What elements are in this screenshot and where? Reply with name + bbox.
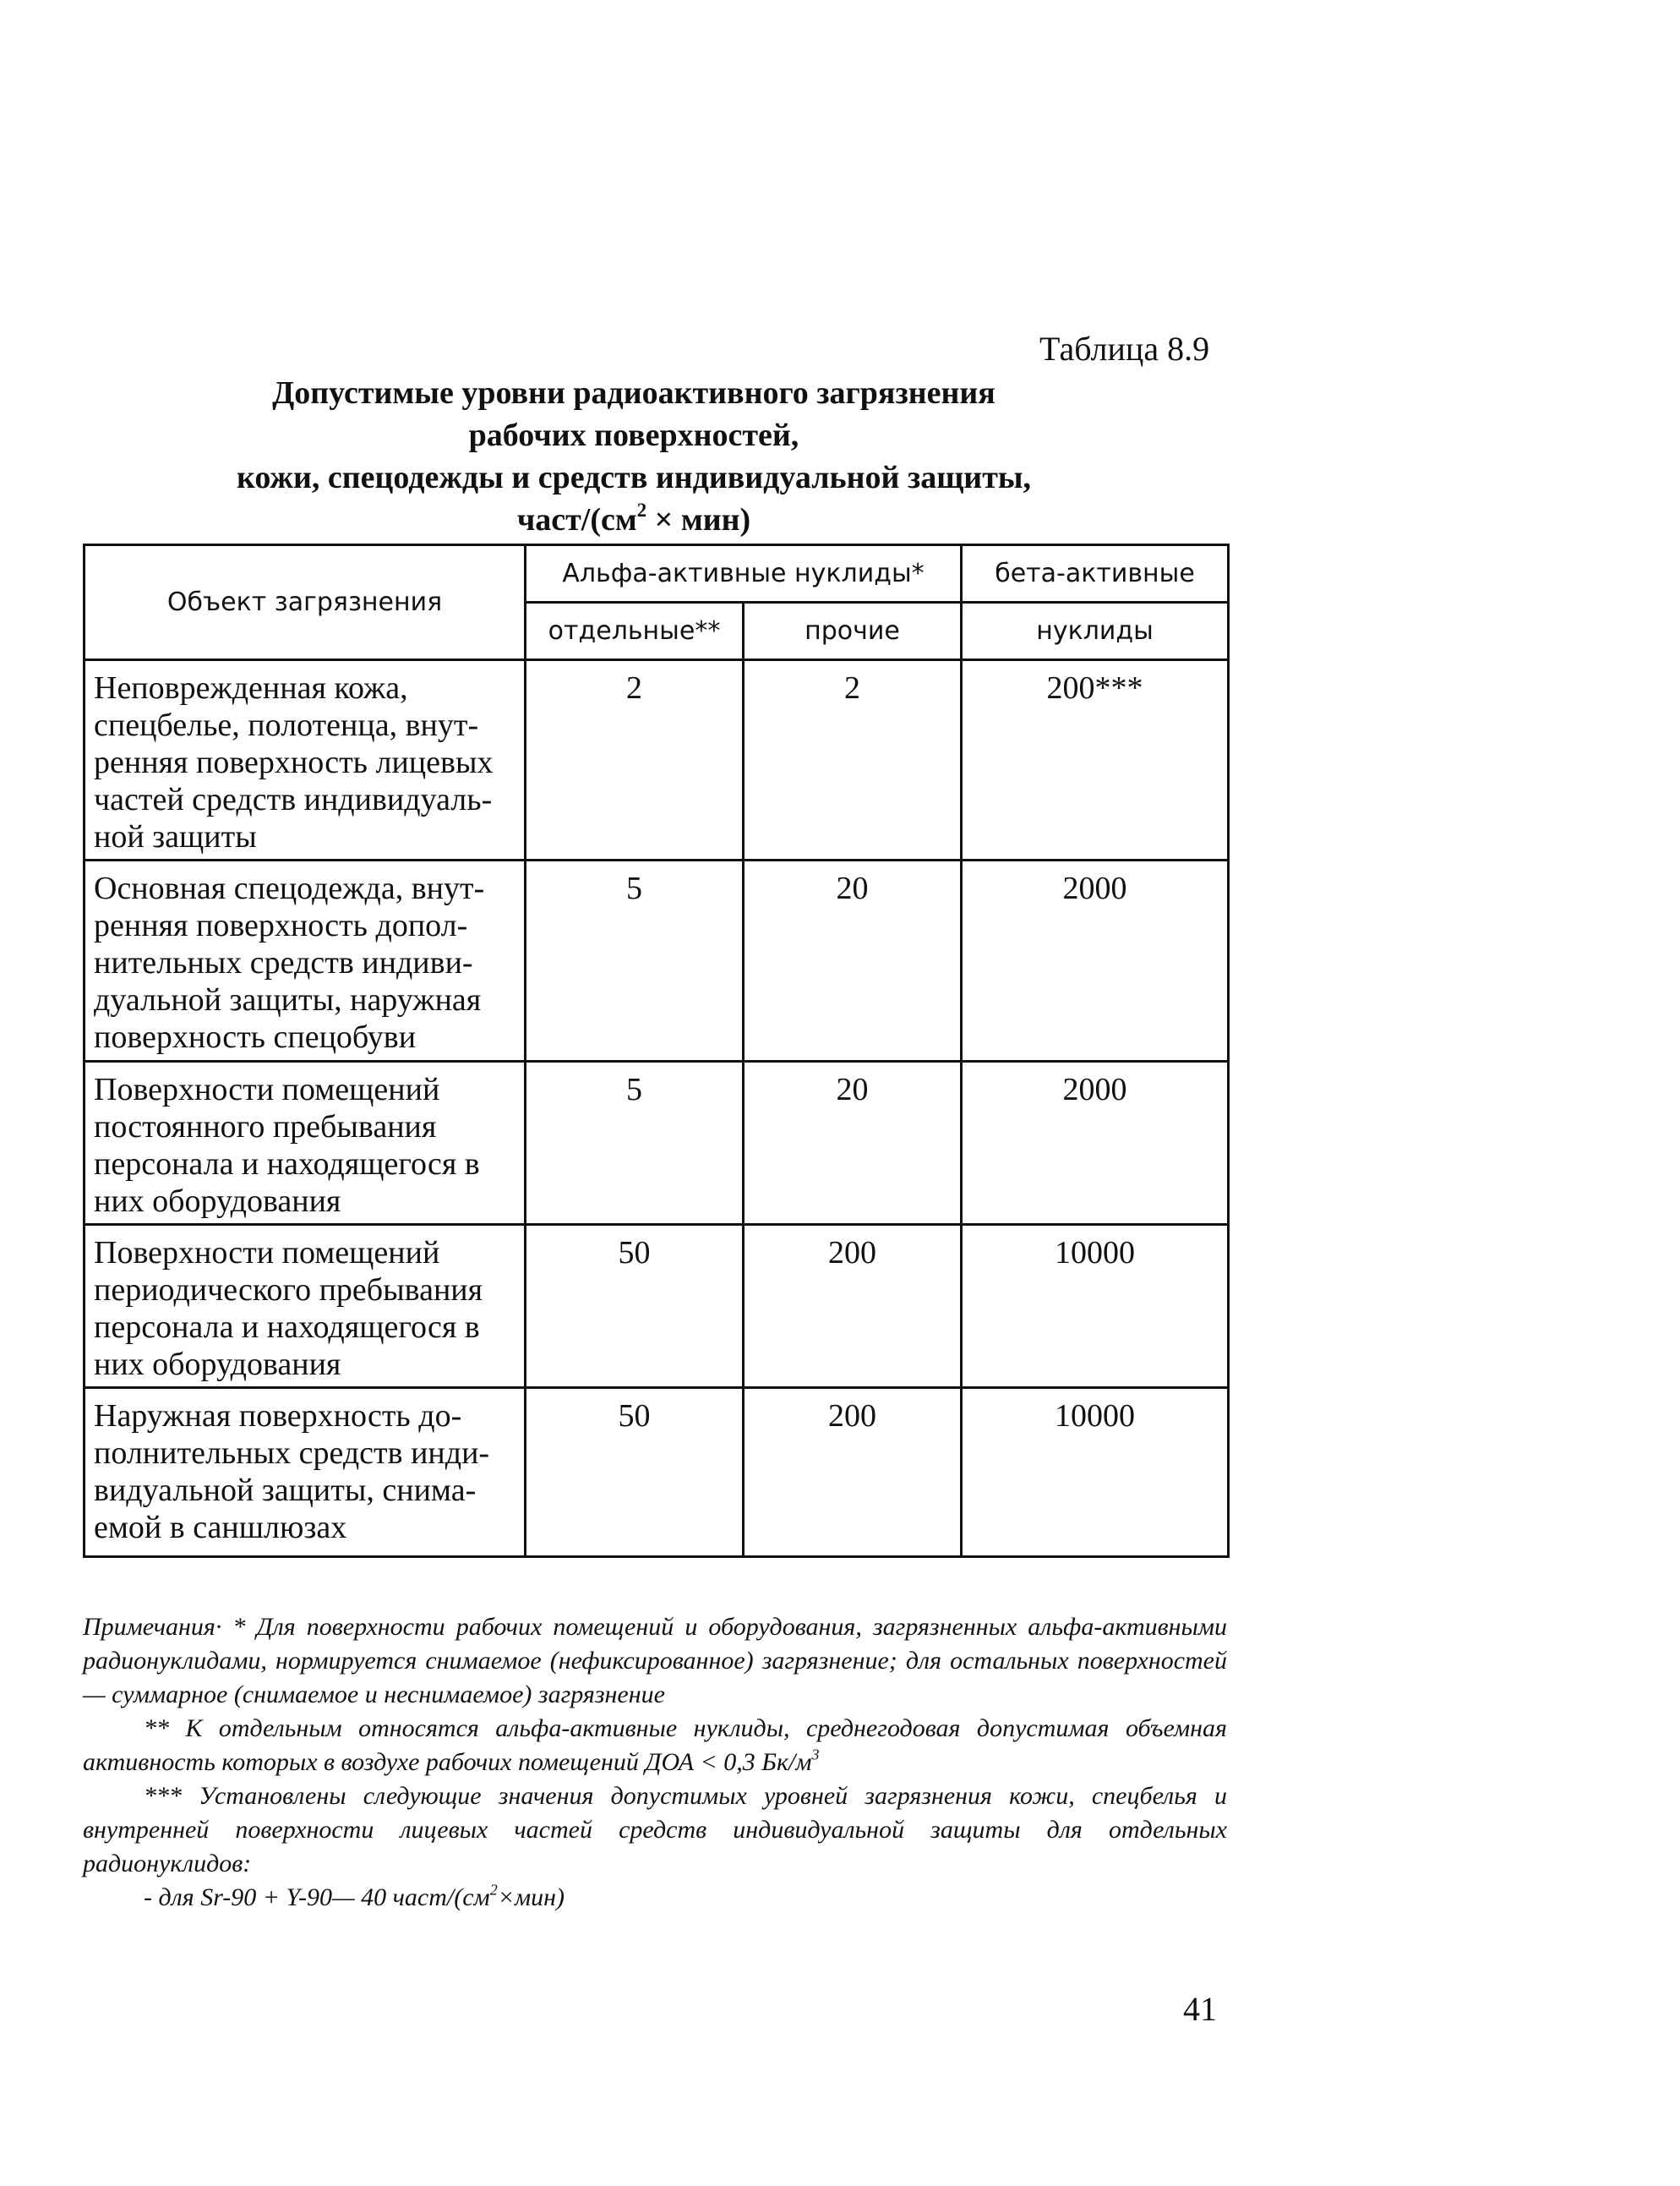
cell-alpha-separate: 50 [526, 1225, 744, 1388]
note-2-exponent: 3 [811, 1746, 820, 1763]
table-row [85, 1225, 1229, 1388]
header-other: прочие [744, 603, 962, 660]
notes [83, 1610, 1227, 1915]
object-line: Поверхности помещений [94, 1072, 440, 1107]
table-body [85, 660, 1229, 1557]
contamination-table-wrapper [83, 544, 1230, 1558]
object-line: спецбелье, полотенца, внут- [94, 708, 479, 743]
cell-object [85, 1062, 526, 1225]
table-number: Таблица 8.9 [1039, 330, 1210, 368]
cell-beta: 200*** [962, 660, 1229, 861]
title-line-2: рабочих поверхностей, [468, 418, 799, 453]
object-line: полнительных средств инди- [94, 1435, 490, 1471]
cell-beta: 2000 [962, 861, 1229, 1062]
table-row [85, 1388, 1229, 1557]
object-line: ной защиты [94, 819, 257, 855]
note-4-suffix: ×мин) [497, 1883, 565, 1911]
object-line: Неповрежденная кожа, [94, 670, 408, 706]
title-unit-exponent: 2 [636, 500, 647, 522]
cell-alpha-other: 2 [744, 660, 962, 861]
cell-alpha-separate: 5 [526, 861, 744, 1062]
note-1: Примечания· * Для поверхности рабочих помещений и оборудования, загрязненных альфа-активными радионуклидами, нормируется снимаемое (нефиксированное) загрязнение; для остальных поверхностей — суммарное (снимаемое и неснимаемое) загрязнение [83, 1613, 1227, 1708]
page-number: 41 [1183, 1990, 1217, 2028]
header-alpha: Альфа-активные нуклиды* [526, 545, 962, 603]
table-row [85, 660, 1229, 861]
header-beta-bottom: нуклиды [962, 603, 1229, 660]
note-2 [83, 1712, 1227, 1779]
object-line: поверхность спецобуви [94, 1019, 417, 1055]
cell-object [85, 1225, 526, 1388]
cell-alpha-separate: 50 [526, 1388, 744, 1557]
object-line: Основная спецодежда, внут- [94, 871, 485, 906]
title-unit-prefix: част/(см [516, 502, 637, 538]
table-row [85, 1062, 1229, 1225]
note-4-prefix: - для Sr-90 + Y-90— 40 част/(см [144, 1883, 490, 1911]
object-line: видуальной защиты, снима- [94, 1473, 477, 1508]
cell-alpha-separate: 5 [526, 1062, 744, 1225]
contamination-table [83, 544, 1230, 1558]
object-line: периодического пребывания [94, 1272, 483, 1308]
cell-beta: 2000 [962, 1062, 1229, 1225]
title-line-1: Допустимые уровни радиоактивного загрязнения [272, 375, 995, 411]
object-line: частей средств индивидуаль- [94, 782, 493, 817]
object-line: Поверхности помещений [94, 1235, 440, 1271]
note-2-text: ** К отдельным относятся альфа-активные нуклиды, среднегодовая допустимая объемная активность которых в воздухе рабочих помещений ДОА < 0,3 Бк/м [83, 1714, 1227, 1776]
note-4 [83, 1881, 1227, 1915]
title-unit-suffix: × мин) [646, 502, 751, 538]
cell-beta: 10000 [962, 1388, 1229, 1557]
object-line: них оборудования [94, 1347, 341, 1382]
table-row [85, 861, 1229, 1062]
object-line: дуальной защиты, наружная [94, 982, 482, 1018]
header-beta-top: бета-активные [962, 545, 1229, 603]
cell-beta: 10000 [962, 1225, 1229, 1388]
note-3: *** Установлены следующие значения допустимых уровней загрязнения кожи, спецбелья и внутренней поверхности лицевых частей средств индивидуальной защиты для отдельных радионуклидов: [83, 1782, 1227, 1877]
cell-object [85, 660, 526, 861]
cell-object [85, 861, 526, 1062]
object-line: емой в саншлюзах [94, 1510, 347, 1545]
title-line-4 [169, 499, 1099, 541]
object-line: ренняя поверхность лицевых [94, 745, 494, 780]
object-line: персонала и находящегося в [94, 1309, 480, 1345]
title-line-3: кожи, спецодежды и средств индивидуальной защиты, [236, 460, 1032, 495]
object-line: постоянного пребывания [94, 1109, 437, 1145]
header-separate: отдельные** [526, 603, 744, 660]
cell-alpha-other: 20 [744, 861, 962, 1062]
cell-alpha-other: 200 [744, 1388, 962, 1557]
note-4-exponent: 2 [489, 1881, 498, 1899]
cell-alpha-separate: 2 [526, 660, 744, 861]
object-line: ренняя поверхность допол- [94, 908, 468, 943]
object-line: персонала и находящегося в [94, 1146, 480, 1182]
object-line: Наружная поверхность до- [94, 1398, 462, 1434]
cell-object [85, 1388, 526, 1557]
object-line: них оборудования [94, 1183, 341, 1219]
table-title [169, 372, 1099, 541]
cell-alpha-other: 20 [744, 1062, 962, 1225]
header-object: Объект загрязнения [85, 545, 526, 660]
cell-alpha-other: 200 [744, 1225, 962, 1388]
object-line: нительных средств индиви- [94, 945, 473, 981]
